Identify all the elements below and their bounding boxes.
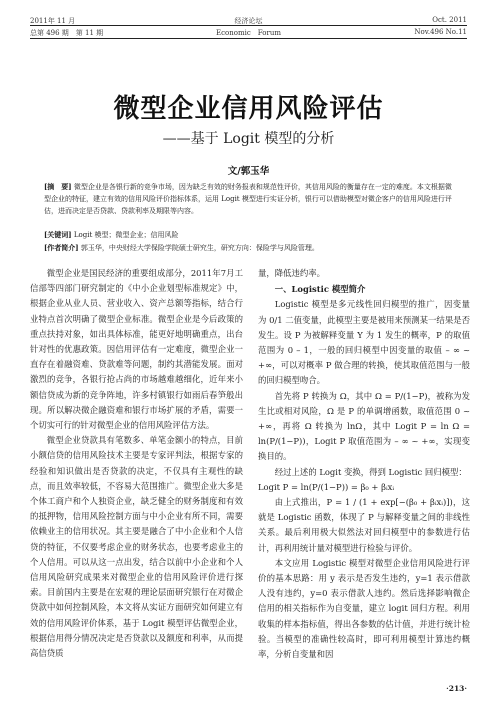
issue-number-en: Nov.496 No.11: [414, 28, 467, 36]
author-bio-text: 郭玉华，中央财经大学保险学院硕士研究生，研究方向：保险学与风险管理。: [80, 244, 319, 252]
issue-date-cn: 2011年 11 月: [30, 17, 76, 25]
issue-date-en: Oct. 2011: [432, 16, 467, 24]
logit-formula: Logit P = ln(P/(1−P)) = β₀ + βᵢxᵢ: [258, 481, 395, 492]
keywords-label: [关键词]: [44, 230, 72, 239]
section-heading: 一、Logistic 模型简介: [274, 284, 366, 295]
body-paragraph: 本文应用 Logistic 模型对微型企业信用风险进行评价的基本思路：用 y 表示是否发生违约，y=1 表示借款人没有违约，y=0 表示借款人违约。然后选择影响微企信用的相关指标作为自变量，建立 logit 回归方程。利用收集的样本指标值，得出各参数的估计值，并进行统计检验。当模型的准确性较高时，即可利用模型计算违约概率，分析自变量和因: [258, 557, 470, 660]
abstract-text: 微型企业是各银行新的竞争市场，因为缺乏有效的财务报表和规范性评价，其信用风险的衡量存在一定的难度。本文根据微型企业的特征，建立有效的信用风险评价指标体系，运用 Logit 模型进行实证分析，银行可以借助模型对微企客户的信用风险进行评估，进而决定是否贷款、贷款利率及期限等内容。: [44, 183, 452, 215]
article-subtitle: ——基于 Logit 模型的分析: [162, 131, 335, 147]
keywords-text: Logit 模型；微型企业；信用风险: [73, 231, 179, 239]
body-paragraph: 由上式推出，P = 1 / (1 + exp[−(β₀ + βᵢxᵢ)])，这就是 Logistic 函数，体现了 P 与解释变量之间的非线性关系。最后利用极大似然法对回归模型中的参数进行估计，再利用统计量对模型进行检验与评价。: [258, 497, 470, 553]
header-rule: [30, 25, 467, 26]
issue-number-cn: 总第 496 期 第 11 期: [30, 29, 104, 37]
author-bio-label: [作者简介]: [44, 243, 79, 252]
body-paragraph: 微型企业是国民经济的重要组成部分，2011年7月工信部等四部门研究制定的《中小企业划型标准规定》中，根据企业从业人员、营业收入、资产总额等指标，结合行业特点首次明确了微型企业标准。微型企业是今后政策的重点扶持对象，如出具体标准，能更好地明确重点，出台针对性的优惠政策。因信用评估有一定难度，微型企业一直存在着融资难、贷款难等问题，制约其潜能发展。面对激烈的竞争，各银行抢占尚的市场越难越细化，近年来小额信贷成为新的竞争阵地，许多村镇银行如雨后春笋般出现。所以解决微企融资难和银行市场扩展的矛盾，需要一个切实可行的针对微型企业的信用风险评估方法。: [30, 268, 243, 431]
abstract: [44, 181, 457, 217]
body-paragraph: 经过上述的 Logit 变换，得到 Logistic 回归模型：: [274, 466, 467, 477]
body-left-column: [30, 266, 243, 661]
article-author: 文/郭玉华: [227, 166, 270, 177]
body-paragraph: 微型企业贷款具有笔数多、单笔金额小的特点，目前小额信贷的信用风险技术主要是专家评判法，根据专家的经验和知识做出是否贷款的决定，不仅具有主观性的缺点，而且效率较低，不容易大范围推广。微型企业大多是个体工商户和个人独资企业，缺乏健全的财务制度和有效的抵押物，信用风险控制方面与中小企业有所不同，需要依赖业主的信用状况。其主要是融合了中小企业和个人信贷的特征，不仅要考虑企业的财务状态，也要考虑业主的个人信用。可以从这一点出发，结合以前中小企业和个人信用风险研究成果来对微型企业的信用风险评价进行探索。目前国内主要是在宏观的理论层面研究银行在对微企贷款中如何控制风险，本文将从实证方面研究如何建立有效的信用风险评价体系，基于 Logit 模型评估微型企业，根据信用得分情况决定是否贷款以及额度和利率，从而提高信贷质: [30, 435, 243, 659]
header-rule-thick: [30, 38, 467, 39]
journal-name-en: Economic Forum: [216, 29, 281, 37]
keywords: [44, 229, 457, 241]
abstract-label: [摘 要]: [44, 182, 72, 191]
body-right-column: [258, 266, 470, 662]
body-paragraph: 量，降低违约率。: [258, 268, 325, 278]
body-paragraph: Logistic 模型是多元线性回归模型的推广，因变量为 0/1 二值变量，此模型主要是被用来预测某一结果是否发生。设 P 为被解释变量 Y 为 1 发生的概率，P 的取值范围为 0 – 1，一般的回归模型中因变量的取值 – ∞ ~ +∞，可以对概率 P 做合理的转换，使其取值范围与一般的回归模型吻合。: [258, 299, 470, 386]
page-number: ·213·: [446, 684, 467, 693]
body-paragraph: 首先将 P 转换为 Ω，其中 Ω = P/(1−P)，被称为发生比或相对风险，Ω 是 P 的单调增函数，取值范围 0 ~ +∞，再将 Ω 转换为 lnΩ，其中 Logit P = ln Ω = ln(P/(1−P))，Logit P 取值范围为 – ∞ ~ +∞，实现变换目的。: [258, 390, 470, 462]
article-title: 微型企业信用风险评估: [113, 94, 384, 124]
author-bio: [44, 242, 457, 254]
journal-name-cn: 经济论坛: [234, 17, 263, 25]
